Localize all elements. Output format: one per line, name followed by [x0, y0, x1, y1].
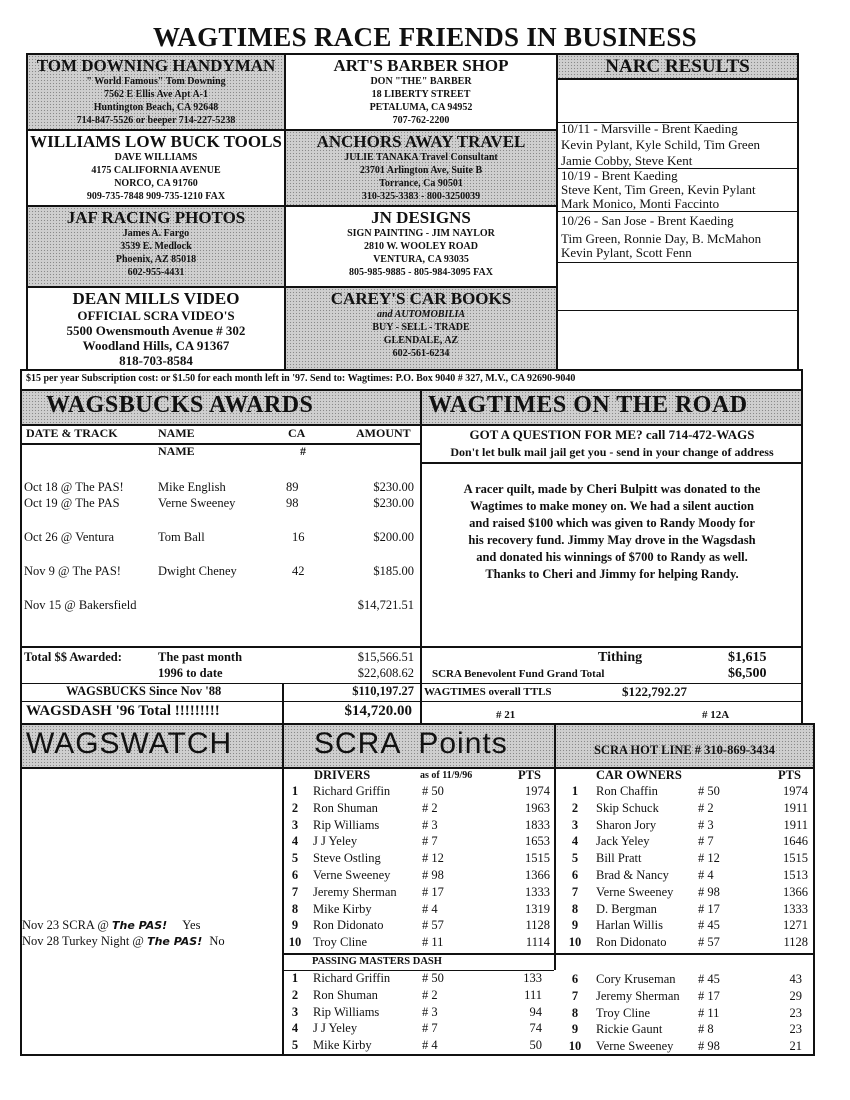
- standing-num: # 11: [698, 1005, 720, 1020]
- standing-num: # 50: [422, 971, 444, 985]
- standing-name: Verne Sweeney: [596, 1039, 674, 1054]
- standing-name: Jack Yeley: [596, 834, 650, 849]
- award-name: Tom Ball: [158, 530, 205, 544]
- standing-pts: 111: [524, 987, 542, 1002]
- since-label: WAGSBUCKS Since Nov '88: [66, 684, 222, 698]
- award-date: Oct 19 @ The PAS: [24, 496, 120, 510]
- story-line: and raised $100 which was given to Randy Moody for: [469, 516, 755, 530]
- divider: [554, 723, 556, 970]
- standing-pts: 23: [789, 1022, 802, 1037]
- dash-header: PASSING MASTERS DASH: [312, 956, 442, 967]
- award-ca: 16: [292, 530, 305, 544]
- business-line: DON "THE" BARBER: [370, 76, 472, 87]
- story-line: Thanks to Cheri and Jimmy for helping Randy.: [485, 567, 739, 581]
- benevolent-value: $6,500: [728, 666, 767, 681]
- standing-name: Brad & Nancy: [596, 868, 669, 882]
- page-title: WAGTIMES RACE FRIENDS IN BUSINESS: [152, 22, 698, 52]
- standing-pts: 29: [789, 988, 802, 1003]
- standing-pts: 21: [789, 1039, 802, 1054]
- business-name: ANCHORS AWAY TRAVEL: [316, 132, 526, 151]
- wagswatch-status: No: [209, 934, 225, 948]
- scra-hotline: SCRA HOT LINE # 310-869-3434: [593, 743, 776, 757]
- standing-pts: 1513: [783, 868, 808, 882]
- standing-pos: 7: [291, 884, 299, 899]
- divider: [26, 286, 558, 288]
- narc-line: Steve Kent, Tim Green, Kevin Pylant: [561, 182, 756, 197]
- business-line: 4175 CALIFORNIA AVENUE: [91, 165, 221, 176]
- standing-pts: 1114: [525, 935, 550, 950]
- standing-num: # 50: [422, 784, 444, 798]
- standing-name: Troy Cline: [596, 1005, 651, 1020]
- business-line: 805-985-9885 - 805-984-3095 FAX: [349, 267, 493, 278]
- wagswatch-status: Yes: [182, 918, 201, 932]
- standing-pos: 2: [571, 800, 579, 815]
- award-amount: $14,721.51: [357, 598, 414, 612]
- standing-pts: 1963: [525, 800, 550, 815]
- standing-pts: 1974: [783, 784, 808, 798]
- divider: [20, 646, 803, 648]
- business-line: 3539 E. Medlock: [120, 241, 192, 252]
- award-amount: $200.00: [373, 530, 414, 544]
- to-date-label: 1996 to date: [158, 666, 223, 680]
- business-line: DAVE WILLIAMS: [114, 152, 198, 163]
- standing-name: Steve Ostling: [313, 851, 381, 866]
- divider: [556, 78, 799, 80]
- business-name: WILLIAMS LOW BUCK TOOLS: [30, 132, 282, 151]
- business-line: Huntington Beach, CA 92648: [93, 102, 219, 113]
- business-name: JAF RACING PHOTOS: [66, 208, 246, 227]
- standing-name: Ron Shuman: [313, 987, 378, 1002]
- standing-name: Rip Williams: [313, 817, 380, 832]
- road-story: [424, 481, 800, 583]
- divider: [420, 462, 803, 464]
- standing-pos: 7: [571, 988, 579, 1003]
- standing-name: Ron Didonato: [596, 935, 667, 950]
- award-date: Oct 26 @ Ventura: [24, 530, 115, 544]
- standing-name: Cory Kruseman: [596, 972, 676, 986]
- business-line: 707-762-2200: [392, 115, 450, 126]
- divider: [20, 424, 803, 426]
- business-line: 18 LIBERTY STREET: [371, 89, 471, 100]
- standing-num: # 4: [422, 1038, 438, 1053]
- wagsdash-label: WAGSDASH '96 Total !!!!!!!!!: [26, 703, 220, 719]
- narc-line: Kevin Pylant, Scott Fenn: [561, 245, 692, 260]
- business-line: NORCO, CA 91760: [114, 178, 198, 189]
- wagswatch-event: Nov 28 Turkey Night @: [22, 934, 144, 948]
- business-card: [286, 132, 556, 203]
- drivers-pts-header: PTS: [518, 768, 541, 782]
- standing-name: Verne Sweeney: [313, 868, 391, 882]
- owners-header: CAR OWNERS: [596, 768, 682, 782]
- standing-pts: 1128: [525, 918, 550, 933]
- since-value: $110,197.27: [352, 684, 414, 698]
- tithing-value: $1,615: [728, 650, 767, 665]
- standing-num: # 98: [698, 1039, 720, 1054]
- business-line: 5500 Owensmouth Avenue # 302: [66, 323, 246, 338]
- col-header-amount: AMOUNT: [356, 426, 411, 440]
- business-line: James A. Fargo: [122, 228, 190, 239]
- standing-num: # 3: [422, 817, 438, 832]
- to-date-value: $22,608.62: [357, 666, 414, 680]
- narc-line: Mark Monico, Monti Faccinto: [561, 196, 720, 211]
- narc-line: Tim Green, Ronnie Day, B. McMahon: [561, 231, 762, 246]
- business-line: GLENDALE, AZ: [383, 335, 459, 346]
- business-name: CAREY'S CAR BOOKS: [330, 289, 512, 308]
- story-line: Wagtimes to make money on. We had a silent auction: [470, 499, 754, 513]
- business-line: JULIE TANAKA Travel Consultant: [344, 152, 498, 163]
- standing-pts: 1333: [783, 901, 808, 916]
- standing-pos: 8: [291, 901, 299, 916]
- business-line: SIGN PAINTING - JIM NAYLOR: [347, 228, 495, 239]
- standing-pos: 3: [571, 817, 579, 832]
- col-header-name: NAME: [158, 426, 195, 440]
- business-line: and AUTOMOBILIA: [376, 309, 466, 320]
- overall-value: $122,792.27: [622, 684, 687, 699]
- wagswatch-track: The PAS!: [147, 935, 203, 948]
- standing-num: # 4: [422, 901, 438, 916]
- standing-pts: 1653: [525, 834, 550, 849]
- standing-pos: 8: [571, 1005, 579, 1020]
- business-card: [28, 132, 284, 203]
- past-month-label: The past month: [158, 650, 243, 664]
- standing-name: Jeremy Sherman: [313, 884, 397, 899]
- narc-line: Kevin Pylant, Kyle Schild, Tim Green: [561, 137, 760, 152]
- standing-num: # 45: [698, 972, 720, 986]
- standing-name: J J Yeley: [313, 1021, 358, 1036]
- road-title: WAGTIMES ON THE ROAD: [428, 392, 748, 418]
- business-card: [286, 289, 556, 360]
- business-line: 2810 W. WOOLEY ROAD: [364, 241, 478, 252]
- standing-num: # 11: [422, 935, 444, 950]
- past-month-value: $15,566.51: [357, 650, 414, 664]
- divider: [556, 262, 799, 263]
- asof-date: as of 11/9/96: [420, 770, 473, 781]
- standing-num: # 7: [422, 1021, 438, 1036]
- business-line: 602-955-4431: [127, 267, 185, 278]
- business-line: Torrance, Ca 90501: [379, 178, 463, 189]
- standing-name: Verne Sweeney: [596, 884, 674, 899]
- business-line: 23701 Arlington Ave, Suite B: [359, 165, 483, 176]
- standing-num: # 2: [422, 800, 438, 815]
- standing-pts: 1911: [783, 817, 808, 832]
- standing-pts: 1128: [783, 935, 808, 950]
- standing-pts: 1271: [783, 918, 808, 933]
- scra-title: SCRA Points: [314, 727, 508, 760]
- standing-pos: 4: [291, 834, 299, 849]
- business-line: 310-325-3383 - 800-3250039: [361, 191, 481, 202]
- standing-num: # 50: [698, 784, 720, 798]
- standing-pts: 1366: [783, 884, 808, 899]
- business-name: JN DESIGNS: [371, 208, 471, 227]
- standing-name: Richard Griffin: [313, 971, 391, 985]
- divider: [282, 723, 284, 1056]
- award-name: Mike English: [158, 480, 226, 494]
- col-header-name2: NAME: [158, 444, 195, 458]
- business-card: [28, 289, 284, 368]
- standing-num: # 4: [698, 868, 714, 882]
- standing-pos: 6: [571, 972, 579, 986]
- standing-pos: 6: [571, 868, 579, 882]
- standing-pts: 1366: [525, 868, 550, 882]
- standing-num: # 2: [422, 987, 438, 1002]
- standing-pts: 43: [789, 972, 802, 986]
- business-line: OFFICIAL SCRA VIDEO'S: [77, 308, 235, 323]
- divider: [556, 53, 558, 371]
- standing-num: # 8: [698, 1022, 714, 1037]
- award-ca: 89: [286, 480, 299, 494]
- award-ca: 42: [292, 564, 305, 578]
- benevolent-label: SCRA Benevolent Fund Grand Total: [432, 668, 605, 680]
- business-line: Phoenix, AZ 85018: [115, 254, 197, 265]
- business-line: Woodland Hills, CA 91367: [82, 338, 230, 353]
- tithing-label: Tithing: [598, 650, 643, 665]
- award-name: Dwight Cheney: [158, 564, 237, 578]
- wagswatch-title: WAGSWATCH: [26, 727, 233, 760]
- standing-pos: 1: [291, 971, 299, 985]
- standing-num: # 3: [698, 817, 714, 832]
- standing-pos: 2: [291, 987, 299, 1002]
- standing-pts: 1515: [525, 851, 550, 866]
- standing-num: # 2: [698, 800, 714, 815]
- divider: [26, 129, 558, 131]
- standing-pos: 7: [571, 884, 579, 899]
- narc-line: 10/26 - San Jose - Brent Kaeding: [561, 213, 734, 228]
- subscription-text: $15 per year Subscription cost: or $1.50 for each month left in '97. Send to: Wagtimes: P.O. Box 9040 # 327, M.V., CA 92690-9040: [26, 373, 576, 384]
- owners-pts-header: PTS: [778, 768, 801, 782]
- road-question: GOT A QUESTION FOR ME? call 714-472-WAGS: [469, 427, 755, 442]
- standing-pos: 5: [291, 851, 299, 866]
- standing-name: Mike Kirby: [313, 1038, 372, 1053]
- standing-name: J J Yeley: [313, 834, 358, 849]
- award-name: Verne Sweeney: [158, 496, 236, 510]
- divider: [26, 205, 558, 207]
- col-header-date: DATE & TRACK: [26, 426, 118, 440]
- standing-num: # 17: [698, 988, 720, 1003]
- divider: [20, 443, 422, 445]
- standing-num: # 3: [422, 1004, 438, 1019]
- standing-num: # 57: [698, 935, 720, 950]
- business-line: " World Famous" Tom Downing: [86, 76, 226, 87]
- standing-pts: 23: [789, 1005, 802, 1020]
- standing-num: # 7: [698, 834, 714, 849]
- standing-name: Skip Schuck: [596, 800, 659, 815]
- standing-pos: 5: [291, 1038, 299, 1053]
- standing-num: # 98: [698, 884, 720, 899]
- standing-pts: 1911: [783, 800, 808, 815]
- business-line: 602-561-6234: [392, 348, 450, 359]
- business-line: 7562 E Ellis Ave Apt A-1: [104, 89, 208, 100]
- wagsbucks-title: WAGSBUCKS AWARDS: [46, 392, 314, 418]
- business-line: VENTURA, CA 93035: [373, 254, 469, 265]
- wagswatch-line: [22, 918, 200, 933]
- standing-name: Rip Williams: [313, 1004, 380, 1019]
- business-line: 714-847-5526 or beeper 714-227-5238: [76, 115, 236, 126]
- num-21: # 21: [496, 709, 516, 721]
- drivers-header: DRIVERS: [314, 768, 371, 782]
- bottom-section: [20, 723, 815, 1056]
- business-name: TOM DOWNING HANDYMAN: [36, 56, 276, 75]
- standing-name: Bill Pratt: [596, 851, 642, 866]
- standing-pos: 4: [571, 834, 579, 849]
- divider: [20, 767, 815, 769]
- standing-pts: 1515: [783, 851, 808, 866]
- standing-num: # 7: [422, 834, 438, 849]
- standing-name: Rickie Gaunt: [596, 1022, 663, 1037]
- standing-pos: 2: [291, 800, 299, 815]
- business-card: [286, 208, 556, 279]
- award-date: Nov 15 @ Bakersfield: [24, 598, 137, 612]
- standing-pos: 1: [571, 784, 579, 798]
- business-card: [28, 56, 284, 127]
- standing-name: Mike Kirby: [313, 901, 372, 916]
- wagswatch-event: Nov 23 SCRA @: [22, 918, 109, 932]
- business-name: ART'S BARBER SHOP: [333, 56, 509, 75]
- standing-num: # 12: [698, 851, 720, 866]
- divider: [282, 953, 815, 955]
- standing-pts: 50: [529, 1038, 542, 1053]
- standing-pts: 1333: [525, 884, 550, 899]
- narc-line: 10/11 - Marsville - Brent Kaeding: [561, 121, 738, 136]
- standing-pts: 1974: [525, 784, 550, 798]
- standing-pts: 74: [529, 1021, 542, 1036]
- business-line: BUY - SELL - TRADE: [372, 322, 470, 333]
- standing-pos: 9: [291, 918, 299, 933]
- standing-name: D. Bergman: [596, 901, 657, 916]
- business-name: DEAN MILLS VIDEO: [72, 289, 240, 308]
- narc-line: 10/19 - Brent Kaeding: [561, 168, 678, 183]
- standing-pts: 1833: [525, 817, 550, 832]
- standing-num: # 98: [422, 868, 444, 882]
- standing-num: # 57: [422, 918, 444, 933]
- divider: [282, 683, 284, 725]
- award-amount: $230.00: [373, 480, 414, 494]
- col-header-num: #: [300, 444, 306, 458]
- standing-name: Harlan Willis: [596, 918, 663, 933]
- award-date: Oct 18 @ The PAS!: [24, 480, 124, 494]
- standing-pos: 3: [291, 817, 299, 832]
- story-line: and donated his winnings of $700 to Randy as well.: [476, 550, 748, 564]
- standing-pos: 9: [571, 918, 579, 933]
- standing-name: Ron Chaffin: [596, 784, 658, 798]
- standing-name: Ron Shuman: [313, 800, 378, 815]
- award-date: Nov 9 @ The PAS!: [24, 564, 121, 578]
- standing-pos: 5: [571, 851, 579, 866]
- standing-pos: 10: [568, 1039, 582, 1054]
- standing-num: # 45: [698, 918, 720, 933]
- business-card: [286, 56, 556, 127]
- wagswatch-line: [22, 934, 225, 949]
- divider: [556, 310, 799, 311]
- wagswatch-track: The PAS!: [112, 919, 168, 932]
- num-12a: # 12A: [702, 709, 730, 721]
- business-line: 818-703-8584: [119, 353, 193, 368]
- standing-pts: 94: [529, 1004, 542, 1019]
- standing-pos: 10: [568, 935, 582, 950]
- total-label: Total $$ Awarded:: [24, 650, 122, 664]
- award-amount: $230.00: [373, 496, 414, 510]
- standing-pts: 133: [523, 971, 542, 985]
- wagsdash-value: $14,720.00: [344, 703, 412, 719]
- overall-label: WAGTIMES overall TTLS: [424, 686, 552, 698]
- story-line: A racer quilt, made by Cheri Bulpitt was donated to the: [463, 482, 761, 496]
- standing-pos: 3: [291, 1004, 299, 1019]
- standing-name: Ron Didonato: [313, 918, 384, 933]
- standing-name: Sharon Jory: [596, 817, 657, 832]
- standing-num: # 17: [698, 901, 720, 916]
- standing-pos: 6: [291, 868, 299, 882]
- col-header-ca: CA: [288, 426, 306, 440]
- standing-pos: 1: [291, 784, 299, 798]
- standing-num: # 17: [422, 884, 444, 899]
- divider: [20, 701, 803, 702]
- narc-line: Jamie Cobby, Steve Kent: [561, 153, 693, 168]
- business-card: [28, 208, 284, 279]
- standing-name: Troy Cline: [313, 935, 368, 950]
- standing-pts: 1646: [783, 834, 808, 849]
- standing-num: # 12: [422, 851, 444, 866]
- business-line: PETALUMA, CA 94952: [369, 102, 473, 113]
- award-amount: $185.00: [373, 564, 414, 578]
- road-bulkmail: Don't let bulk mail jail get you - send in your change of address: [450, 445, 774, 459]
- standing-pos: 4: [291, 1021, 299, 1036]
- standing-name: Richard Griffin: [313, 784, 391, 798]
- story-line: his recovery fund. Jimmy May drove in the Wagsdash: [468, 533, 756, 547]
- standing-name: Jeremy Sherman: [596, 988, 680, 1003]
- standing-pts: 1319: [525, 901, 550, 916]
- business-line: 909-735-7848 909-735-1210 FAX: [86, 191, 226, 202]
- standing-pos: 10: [288, 935, 302, 950]
- narc-title: NARC RESULTS: [605, 56, 750, 77]
- award-ca: 98: [286, 496, 299, 510]
- standing-pos: 9: [571, 1022, 579, 1037]
- standing-pos: 8: [571, 901, 579, 916]
